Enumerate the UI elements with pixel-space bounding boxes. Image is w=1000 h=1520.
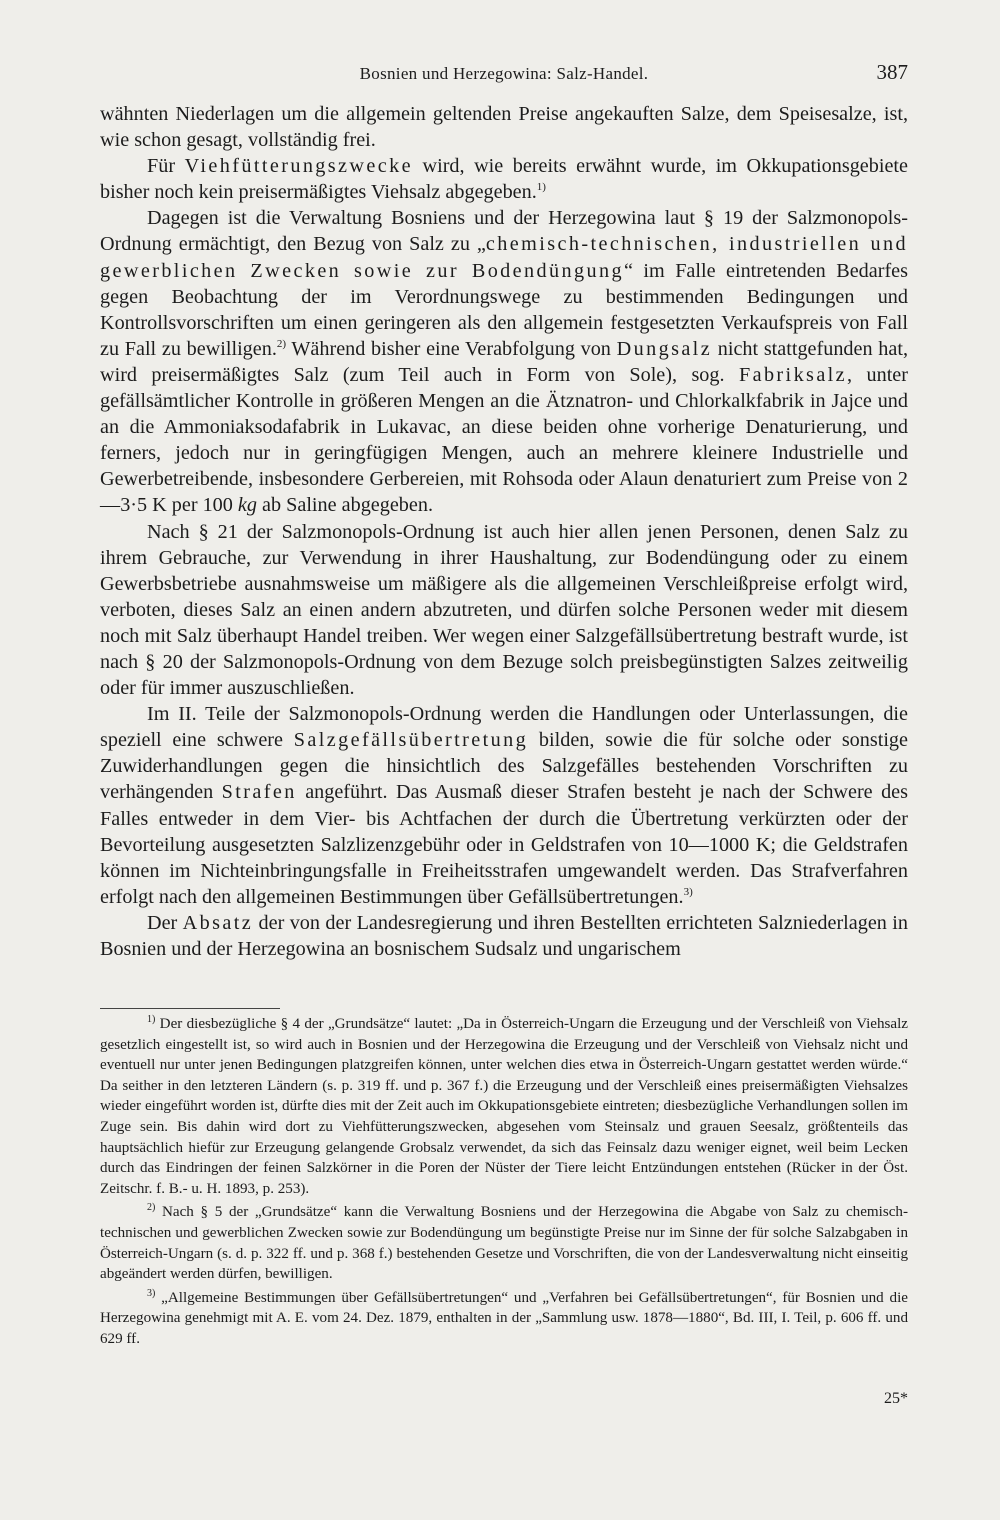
text-run: nicht stattgefunden hat, wird preisermäßigtes Salz (zum Teil auch in Form von Sole), sog. xyxy=(100,337,908,386)
spaced-emphasis: Salzgefällsübertretung xyxy=(293,729,529,752)
text-run: wird, wie bereits erwähnt wurde, im Okkupationsgebiete bisher noch kein preisermäßigtes Viehsalz abgegeben. xyxy=(100,155,908,204)
spaced-emphasis: sowie zur xyxy=(341,259,472,282)
spaced-emphasis: Strafen xyxy=(221,781,297,804)
text-run: Der xyxy=(147,911,183,934)
footnote-reference: 1) xyxy=(536,181,546,194)
text-run: ab Saline abgegeben. xyxy=(256,494,433,517)
spaced-emphasis: chemisch-technischen, industriellen und gewerblichen Zwecken xyxy=(100,233,908,282)
footnote-text: „Allgemeine Bestimmungen über Gefällsübertretungen“ und „Verfahren bei Gefällsübertretungen“, für Bosnien und die Herzegowina genehmigt mit A. E. vom 24. Dez. 1879, enthalten in der „Sammlung usw. 1878—1880“, Bd. III, I. Teil, p. 606 ff. und 629 ff. xyxy=(100,1289,908,1347)
footnote-mark: 1) xyxy=(147,1014,156,1025)
body-paragraph xyxy=(100,701,908,910)
text-run: der von der Landesregierung und ihren Bestellten errichteten Salzniederlagen in Bosnien und der Herzegowina an bosnischem Sudsalz und ungarischem xyxy=(100,911,909,960)
body-paragraph xyxy=(100,101,908,153)
printer-signature: 25* xyxy=(884,1390,908,1407)
footnote xyxy=(100,1288,908,1350)
spaced-emphasis: Bodendüngung xyxy=(471,259,624,282)
footnote-text: Der diesbezügliche § 4 der „Grundsätze“ lautet: „Da in Österreich-Ungarn die Erzeugung und der Verschleiß von Viehsalz gesetzlich eingestellt ist, so wird auch in Bosnien und der Herzegowina die Erzeugung und der Verschleiß von Viehsalz nicht und eventuell nur unter jenen Bedingungen platzgreifen können, unter welchen dies etwa in Österreich-Ungarn gestattet werden würde.“ Da seither in den letzteren Ländern (s. p. 319 ff. und p. 367 f.) die Erzeugung und der Verschleiß eines preisermäßigten Viehsalzes wieder eingeführt worden ist, dürfte dies mit der Zeit auch im Okkupationsgebiete eintreten; diesbezügliche Verhandlungen sollen im Zuge sein. Bis dahin wird dort zu Viehfütterungszwecken, abgesehen vom Steinsalz und grauen Seesalz, größtenteils das hauptsächlich hiefür zur Erzeugung gelangende Grobsalz verwendet, da sich das Feinsalz dazu weniger eignet, weil beim Lecken durch das Eindringen der feinen Salzkörner in die Poren der Nüster der Tiere leicht Entzündungen entstehen (Rücker in der Öst. Zeitschr. f. B.- u. H. 1893, p. 253). xyxy=(100,1016,908,1197)
text-run: angeführt. Das Ausmaß dieser Strafen besteht je nach der Schwere des Falles entweder in dem Vier- bis Achtfachen der durch die Übertretung verkürzten oder der Bevorteilung ausgesetzten Salzlizenzgebühr oder in Geldstrafen von 10—1000 K; die Geldstrafen können im Nichteinbringungsfalle in Freiheitsstrafen umgewandelt werden. Das Strafverfahren erfolgt nach den allgemeinen Bestimmungen über Gefällsübertretungen. xyxy=(100,781,908,908)
page-number: 387 xyxy=(876,60,908,84)
text-run: wähnten Niederlagen um die allgemein geltenden Preise angekauften Salze, dem Speisesalze, ist, wie schon gesagt, vollständig frei. xyxy=(100,103,908,152)
spaced-emphasis: Fabriksalz xyxy=(738,363,848,386)
footnote-mark: 3) xyxy=(147,1287,156,1299)
spaced-emphasis: Dungsalz xyxy=(616,337,713,360)
footnote-mark: 2) xyxy=(147,1202,156,1214)
body-paragraph xyxy=(100,205,908,518)
text-run: , unter gefällsämtlicher Kontrolle in größeren Mengen an die Ätznatron- und Chlorkalkfabrik in Jajce und an die Ammoniaksodafabrik in Lukavac, an diese beiden ohne vorherige Denaturierung, und ferners, jedoch nur in geringfügigen Mengen, auch an mehrere kleinere Industrielle und Gewerbetreibende, insbesondere Gerbereien, mit Rohsoda oder Alaun denaturiert zum Preise von 2—3·5 K per 100 xyxy=(100,363,908,517)
body-paragraph xyxy=(100,153,908,205)
footnote-divider xyxy=(100,1008,280,1009)
text-run: Für xyxy=(147,155,185,178)
text-run: Nach § 21 der Salzmonopols-Ordnung ist auch hier allen jenen Personen, denen Salz zu ihrem Gebrauche, zur Verwendung in ihrer Haushaltung, zur Bodendüngung oder zu einem Gewerbsbetriebe ausnahmsweise um mäßigere als die allgemeinen Verschleißpreise erfolgt wird, verboten, dieses Salz an einen andern abzutreten, und dürfen solche Personen weder mit diesem noch mit Salz überhaupt Handel treiben. Wer wegen einer Salzgefällsübertretung bestraft wurde, ist nach § 20 der Salzmonopols-Ordnung von dem Bezuge solch preisbegünstigten Salzes zeitweilig oder für immer auszuschließen. xyxy=(100,520,908,700)
italic-text: kg xyxy=(237,494,257,517)
footnote-text: Nach § 5 der „Grundsätze“ kann die Verwaltung Bosniens und der Herzegowina die Abgabe von Salz zu chemisch-technischen und gewerblichen Zwecken sowie zur Bodendüngung um begünstigte Preise nur im Sinne der für solche Salzabgaben in Österreich-Ungarn (s. d. p. 322 ff. und p. 368 f.) bestehenden Gesetze und Vorschriften, die von der Landesverwaltung nicht einseitig abgeändert werden dürfen, bewilligen. xyxy=(100,1204,908,1283)
footnote xyxy=(100,1014,908,1199)
text-run: Während bisher eine Verabfolgung von xyxy=(286,337,617,360)
text-run: Im II. Teile der Salzmonopols-Ordnung werden die Handlungen oder Unterlassungen, die speziell eine schwere xyxy=(100,703,908,752)
spaced-emphasis: Viehfütterungszwecke xyxy=(184,155,413,178)
spaced-emphasis: Absatz xyxy=(182,911,254,934)
footnote-reference: 3) xyxy=(683,885,693,898)
text-run: bilden, sowie die für solche oder sonstige Zuwiderhandlungen gegen die hinsichtlich des Salzgefälles bestehenden Vorschriften zu verhängenden xyxy=(100,729,908,804)
footnotes xyxy=(100,1014,908,1353)
running-head xyxy=(100,60,908,88)
text-run: Dagegen ist die Verwaltung Bosniens und der Herzegowina laut § 19 der Salzmonopols-Ordnung ermächtigt, den Bezug von Salz zu „ xyxy=(100,207,908,256)
text-run: “ im Falle eintretenden Bedarfes gegen Beobachtung der im Verordnungswege zu bestimmenden Bedingungen und Kontrollsvorschriften um einen geringeren als den allgemein festgesetzten Verkaufspreis von Fall zu Fall zu bewilligen. xyxy=(100,259,908,360)
body-paragraph xyxy=(100,910,908,962)
footnote xyxy=(100,1202,908,1284)
footnote-reference: 2) xyxy=(276,337,287,350)
running-title: Bosnien und Herzegowina: Salz-Handel. xyxy=(359,64,649,83)
body-text xyxy=(100,101,908,962)
body-paragraph xyxy=(100,519,908,702)
